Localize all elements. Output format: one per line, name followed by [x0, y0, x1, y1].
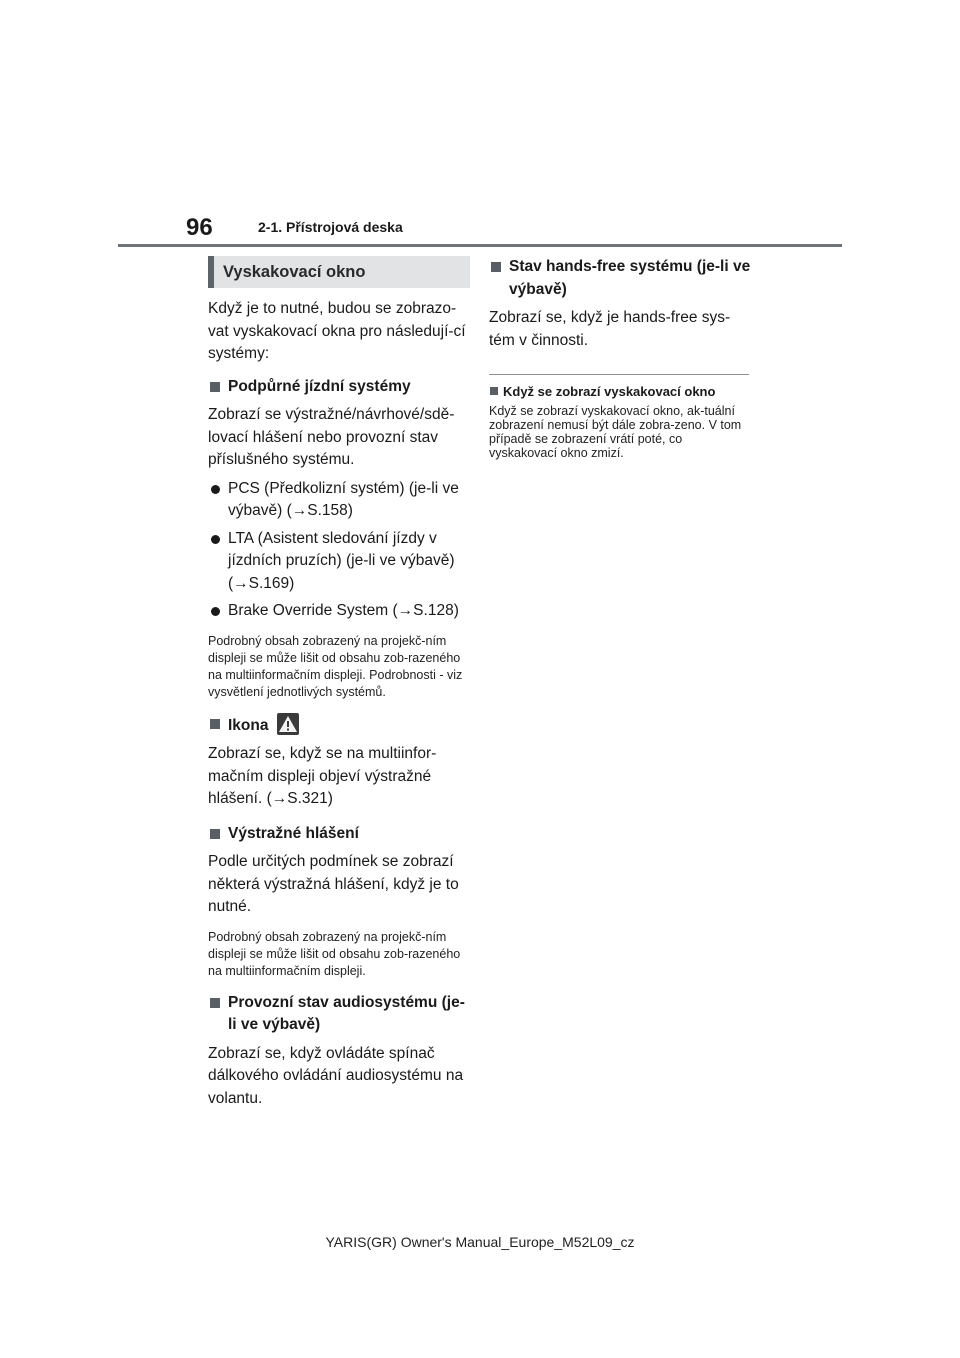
header-divider [118, 244, 842, 247]
bullet-dot-icon [211, 485, 220, 494]
driving-note: Podrobný obsah zobrazený na projekč-ním displeji se může lišit od obsahu zob-razeného na multiinformačním displeji. Podrobnosti - viz vysvětlení jednotlivých systémů. [208, 633, 463, 699]
list-item-text: Brake Override System (→S.128) [228, 602, 459, 619]
square-bullet-icon [210, 998, 220, 1008]
note-text: Když se zobrazí vyskakovací okno, ak-tuální zobrazení nemusí být dále zobra-zeno. V tom případě se zobrazení vrátí poté, co vyskakovací okno zmizí. [489, 404, 742, 460]
heading-driving-systems [208, 376, 470, 399]
intro-text: Když je to nutné, budou se zobrazo-vat vyskakovací okna pro následují-cí systémy: [208, 300, 466, 362]
audio-text: Zobrazí se, když ovládáte spínač dálkového ovládání audiosystému na volantu. [208, 1044, 464, 1107]
warning-text: Podle určitých podmínek se zobrazí některá výstražná hlášení, když je to nutné. [208, 853, 459, 915]
heading-warning-message [208, 823, 470, 846]
heading-text: Provozní stav audiosystému (je-li ve výbavě) [228, 993, 465, 1033]
page-number: 96 [186, 214, 213, 241]
left-column [208, 256, 470, 1116]
note-heading-text: Když se zobrazí vyskakovací okno [503, 384, 716, 399]
icon-text: Zobrazí se, když se na multiinfor-mačním displeji objeví výstražné hlášení. (→S.321) [208, 745, 437, 807]
handsfree-text: Zobrazí se, když je hands-free sys-tém v činnosti. [489, 309, 731, 349]
right-column [489, 256, 751, 460]
list-item-text: LTA (Asistent sledování jízdy v jízdních pruzích) (je-li ve výbavě) (→S.169) [228, 529, 455, 592]
heading-handsfree-status [489, 256, 751, 301]
note-divider [489, 374, 749, 375]
heading-text: Podpůrné jízdní systémy [228, 377, 411, 395]
warning-triangle-icon [277, 713, 299, 735]
heading-text: Stav hands-free systému (je-li ve výbavě) [509, 258, 751, 298]
square-bullet-icon [210, 719, 220, 729]
section-title: Vyskakovací okno [208, 256, 470, 288]
heading-icon [208, 713, 470, 738]
heading-text: Výstražné hlášení [228, 824, 359, 842]
square-bullet-icon [490, 387, 498, 395]
driving-text: Zobrazí se výstražné/návrhové/sdě-lovací hlášení nebo provozní stav příslušného systému. [208, 406, 455, 468]
list-item [208, 600, 470, 623]
chapter-title: 2-1. Přístrojová deska [258, 219, 403, 235]
bullet-dot-icon [211, 607, 220, 616]
heading-audio-status [208, 992, 470, 1037]
bullet-dot-icon [211, 535, 220, 544]
heading-text: Ikona [228, 716, 269, 734]
list-item [208, 528, 470, 596]
list-item [208, 478, 470, 523]
square-bullet-icon [210, 829, 220, 839]
note-heading [489, 383, 751, 400]
list-item-text: PCS (Předkolizní systém) (je-li ve výbavě) (→S.158) [228, 479, 459, 519]
warning-note: Podrobný obsah zobrazený na projekč-ním displeji se může lišit od obsahu zob-razeného na multiinformačním displeji. [208, 929, 461, 978]
square-bullet-icon [210, 382, 220, 392]
footer-text: YARIS(GR) Owner's Manual_Europe_M52L09_cz [325, 1234, 635, 1250]
square-bullet-icon [491, 262, 501, 272]
